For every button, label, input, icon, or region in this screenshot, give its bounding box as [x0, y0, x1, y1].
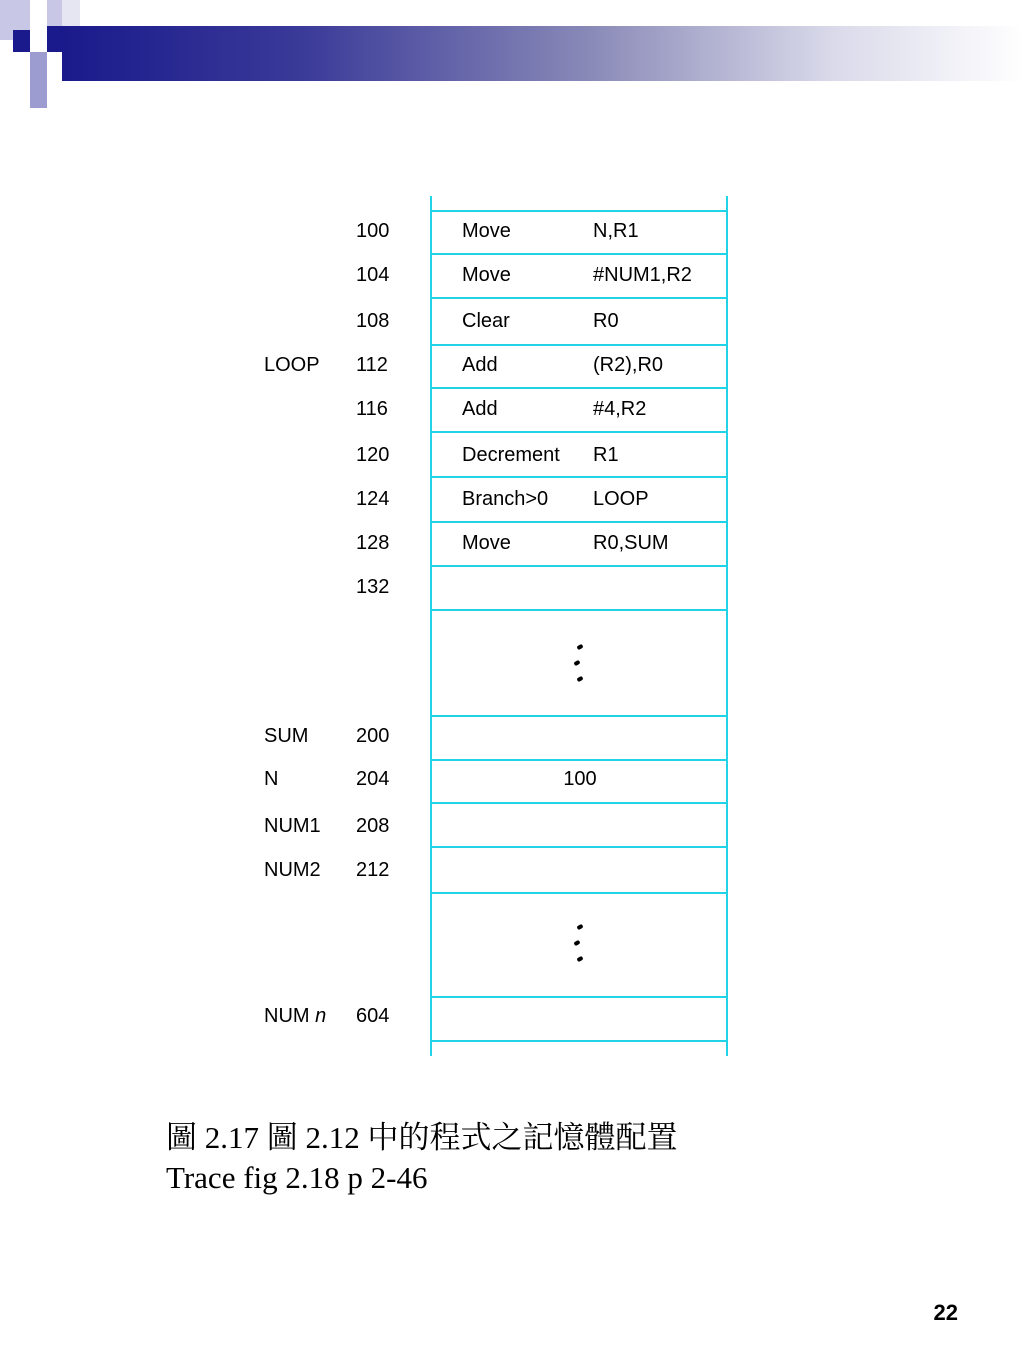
ellipsis-dots [568, 925, 588, 965]
memory-cell-line [430, 253, 728, 255]
opcode-cell: Move [462, 532, 511, 554]
trace-note: Trace fig 2.18 p 2-46 [166, 1160, 428, 1195]
operand-cell: LOOP [593, 488, 649, 510]
memory-cell-line [430, 1040, 728, 1042]
memory-cell-line [430, 344, 728, 346]
operand-cell: N,R1 [593, 220, 639, 242]
memory-cell-line [430, 210, 728, 212]
operand-cell: R0,SUM [593, 532, 669, 554]
address-cell: 128 [356, 532, 390, 554]
memory-cell-line [430, 759, 728, 761]
address-cell: 132 [356, 576, 390, 598]
operand-cell: R1 [593, 444, 619, 466]
opcode-cell: Move [462, 264, 511, 286]
memory-cell-line [430, 609, 728, 611]
opcode-cell: Add [462, 398, 498, 420]
address-cell: 108 [356, 310, 390, 332]
memory-cell-line [430, 297, 728, 299]
opcode-cell: Branch>0 [462, 488, 549, 510]
operand-cell: #4,R2 [593, 398, 647, 420]
memory-cell-line [430, 846, 728, 848]
label-main: NUM [264, 1005, 310, 1027]
address-cell: 604 [356, 1005, 390, 1027]
label-cell: N [264, 768, 279, 790]
memory-cell-line [430, 476, 728, 478]
memory-value: 100 [563, 768, 597, 790]
memory-cell-line [430, 387, 728, 389]
opcode-cell: Add [462, 354, 498, 376]
operand-cell: (R2),R0 [593, 354, 664, 376]
memory-cell-line [430, 431, 728, 433]
operand-cell: #NUM1,R2 [593, 264, 692, 286]
memory-cell-line [430, 565, 728, 567]
memory-cell-line [430, 802, 728, 804]
memory-left-border [430, 196, 432, 1056]
label-cell: LOOP [264, 354, 320, 376]
memory-cell-line [430, 715, 728, 717]
address-cell: 200 [356, 725, 390, 747]
memory-right-border [726, 196, 728, 1056]
label-cell [264, 1004, 326, 1028]
opcode-cell: Move [462, 220, 511, 242]
figure-caption: 圖 2.17 圖 2.12 中的程式之記憶體配置 [166, 1120, 678, 1155]
memory-cell-line [430, 996, 728, 998]
memory-cell-line [430, 521, 728, 523]
address-cell: 116 [356, 398, 388, 420]
label-cell: NUM2 [264, 859, 321, 881]
operand-cell: R0 [593, 310, 619, 332]
opcode-cell: Clear [462, 310, 510, 332]
address-cell: 104 [356, 264, 390, 286]
page-number: 22 [933, 1300, 958, 1325]
address-cell: 124 [356, 488, 390, 510]
address-cell: 100 [356, 220, 390, 242]
label-cell: SUM [264, 725, 309, 747]
address-cell: 212 [356, 859, 390, 881]
address-cell: 204 [356, 768, 390, 790]
address-cell: 112 [356, 354, 388, 376]
address-cell: 120 [356, 444, 390, 466]
address-cell: 208 [356, 815, 390, 837]
memory-cell-line [430, 892, 728, 894]
opcode-cell: Decrement [462, 444, 560, 466]
label-cell: NUM1 [264, 815, 321, 837]
label-italic: n [315, 1005, 327, 1027]
ellipsis-dots [568, 645, 588, 685]
